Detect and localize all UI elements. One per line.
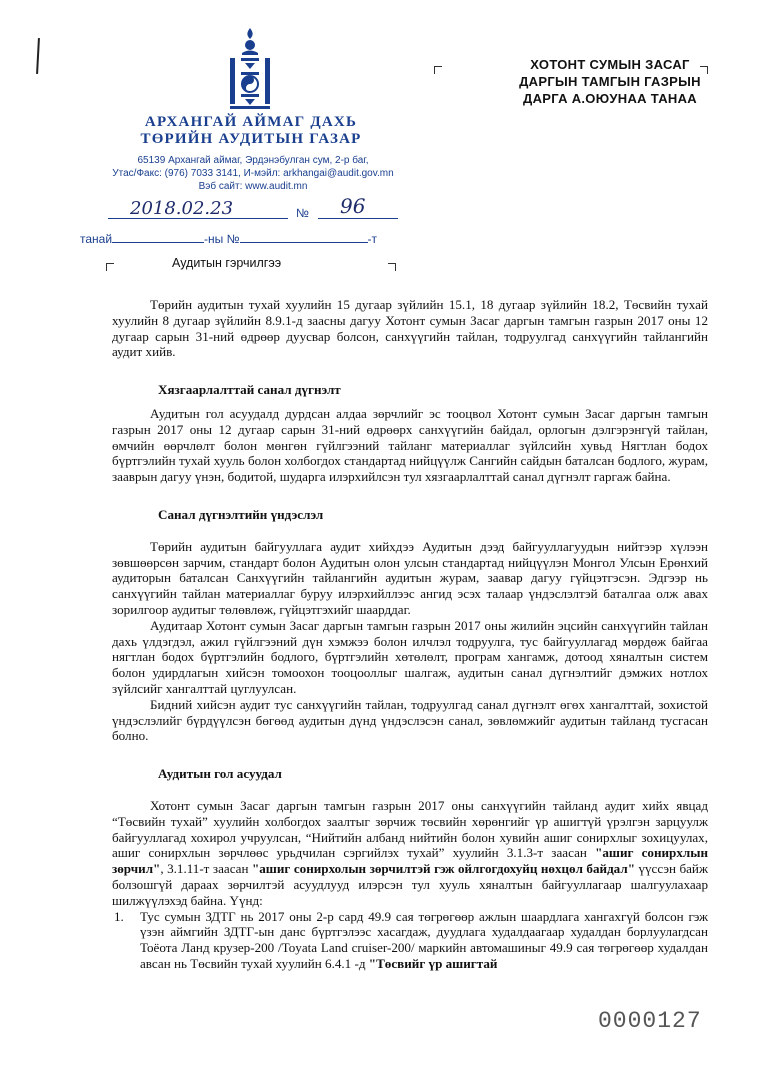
section2-paragraph2: Аудитаар Хотонт сумын Засаг даргын тамгын газрын 2017 оны жилийн эцсийн санхүүгийн тайлан дахь үлдэгдэл, ажил гүйлгээний дүн хэмжээ болон илчлэл тодруулга, тус байгууллагад мөрдөж байгаа нягтлан бодох бүртгэлийн бодлого, бүртгэлийн хөтөлөлт, програм хангамж, дотоод хяналтын систем болон удирдлагын хийсэн томоохон тооцооллыг шалгаж, аудитын санал дүгнэлтийг дэмжих нотлох зүйлсийг хангалттай цуглуулсан. [112, 617, 708, 696]
page-number: 0000127 [598, 1008, 702, 1034]
section2-paragraph1: Төрийн аудитын байгууллага аудит хийхдээ Аудитын дээд байгууллагуудын нийтээр хүлээн зөвшөөрсөн зарчим, стандарт болон Аудитын олон улсын стандартад нийцүүлэн Монгол Улсын Ерөнхий аудиторын баталсан Санхүүгийн тайлангийн аудитын журам, заавар дагуу гүйцэтгэсэн. Эдгээр нь санхүүгийн тайлан материаллаг буруу илэрхийллээс ангид эсэх талаар үндэслэлтэй баталгаа олж авах зорилгоор аудитыг төлөвлөж, гүйцэтгэхийг шаарддаг. [112, 538, 708, 617]
list-item-text: Тус сумын ЗДТГ нь 2017 оны 2-р сард 49.9 сая төгрөгөөр ажлын шаардлага хангахгүй болсон гэж үзэн аймгийн ЗДТГ-ын данс бүртгэлээс хасагдаж, дуудлага худалдаагаар худалдан борлуулагдсан Тоёота Ланд крузер-200 /Toyata Land cruiser-200/ маркийн автомашиныг 49.9 сая төгрөгөөр худалдан авсан нь Төсвийн тухай хуулийн 6.4.1 -д [140, 908, 708, 971]
subject-bracket-left [106, 263, 114, 271]
reference-number: 96 [340, 194, 366, 218]
reply-no-label: -ны № [204, 232, 240, 246]
org-contact: Утас/Факс: (976) 7033 3141, И-мэйл: arkhangai@audit.gov.mn [112, 168, 394, 179]
section1-paragraph: Аудитын гол асуудалд дурдсан алдаа зөрчлийг эс тооцвол Хотонт сумын Засаг даргын тамгын газрын 2017 оны 12 дугаар сарын 31-ний өдрөөрх санхүүгийн байдал, орлогын дэлгэрэнгүй тайлан, өмчийн өөрчлөлт болон мөнгөн гүйлгээний тайланг материаллаг зүйлсийн хувьд Нягтлан бодох бүртгэлийн тухай хууль болон холбогдох стандартад нийцүүлж Сангийн сайдын баталсан бодлого, журам, зааврын дагуу үнэн, бодитой, шударга илэрхийлсэн тул хязгаарлалттай санал дүгнэлт гаргаж байна. [112, 405, 708, 485]
org-address: 65139 Архангай аймаг, Эрдэнэбулган сум, 2-р баг, [137, 155, 369, 166]
section1-heading: Хязгаарлалттай санал дүгнэлт [158, 382, 341, 398]
reply-reference-row [80, 230, 400, 246]
list-item [112, 909, 708, 972]
soyombo-emblem-icon [224, 28, 276, 110]
section2-paragraph3: Бидний хийсэн аудит тус санхүүгийн тайлан, тодруулгад санал дүгнэлт өгөх хангалттай, зохистой үндэслэлийг бүрдүүлсэн бөгөөд аудитын дүнд үндэслэсэн санал, зөвлөмжийг аудитын тайланд тусгасан болно. [112, 696, 708, 744]
list-item-bold-text: "Төсвийг үр ашигтай [368, 955, 498, 971]
conflict-situation-term: "ашиг сонирхолын зөрчилтэй гэж ойлгогдохуйц нөхцөл байдал" [251, 861, 635, 877]
reference-date: 2018.02.23 [130, 198, 234, 219]
intro-paragraph: Төрийн аудитын тухай хуулийн 15 дугаар зүйлийн 15.1, 18 дугаар зүйлийн 18.2, Төсвийн тухай хуулийн 8 дугаар зүйлийн 8.9.1-д заасны дагуу Хотонт сумын Засаг даргын тамгын газрын 2017 оны 12 дугаар сарын 31-ний өдрөөр дуусвар болсон, санхүүгийн тайлан, тодруулгад санхүүгийн тайлангийн аудит хийв. [112, 297, 708, 360]
subject-bracket-right [388, 263, 396, 271]
org-name-line1: АРХАНГАЙ АЙМАГ ДАХЬ [144, 114, 358, 130]
reply-t-label: -т [367, 232, 378, 246]
subject-line: Аудитын гэрчилгээ [172, 256, 282, 270]
section3-paragraph: Хотонт сумын Засаг даргын тамгын газрын 2017 оны санхүүгийн тайланд аудит хийх явцад “Төсвийн тухай” хуулийн холбогдох заалтыг зөрчиж төсвийн хөрөнгийг үр ашигтүй үрэлгэн зарцуулж байгууллагад хохирол учруулсан, “Нийтийн албанд нийтийн болон хувийн ашиг сонирхлыг зохицуулах, ашиг сонирхлын зөрчлөөс урьдчилан сэргийлэх тухай” хуулийн 3.1.3-т заасан "ашиг сонирхлын зөрчил", 3.1.11-т заасан "ашиг сонирхолын зөрчилтэй гэж ойлгогдохуйц нөхцөл байдал" үүссэн байж болзошгүй дараах зөрчилтэй асуудлууд илэрсэн тул хууль хяналтын байгууллагаар шалгуулахаар шилжүүлэхэд байна. Үүнд: [112, 797, 709, 908]
reference-number-label: № [296, 206, 309, 220]
addressee-line1: ХОТОНТ СУМЫН ЗАСАГ [530, 57, 690, 72]
margin-pen-mark [36, 38, 40, 74]
conflict-of-interest-term: "ашиг сонирхлын зөрчил" [112, 845, 709, 877]
addressee-line3: ДАРГА А.ОЮУНАА ТАНАА [523, 91, 697, 106]
org-website: Вэб сайт: www.audit.mn [198, 181, 308, 192]
reply-your-label: танай [80, 232, 113, 246]
addressee-bracket-left [434, 66, 442, 74]
section2-heading: Санал дүгнэлтийн үндэслэл [158, 506, 324, 522]
letter-body [112, 297, 708, 972]
list-item-number: 1. [114, 908, 124, 924]
org-name-line2: ТӨРИЙН АУДИТЫН ГАЗАР [140, 131, 362, 147]
section3-heading: Аудитын гол асуудал [158, 766, 282, 782]
addressee-line2: ДАРГЫН ТАМГЫН ГАЗРЫН [519, 74, 701, 89]
